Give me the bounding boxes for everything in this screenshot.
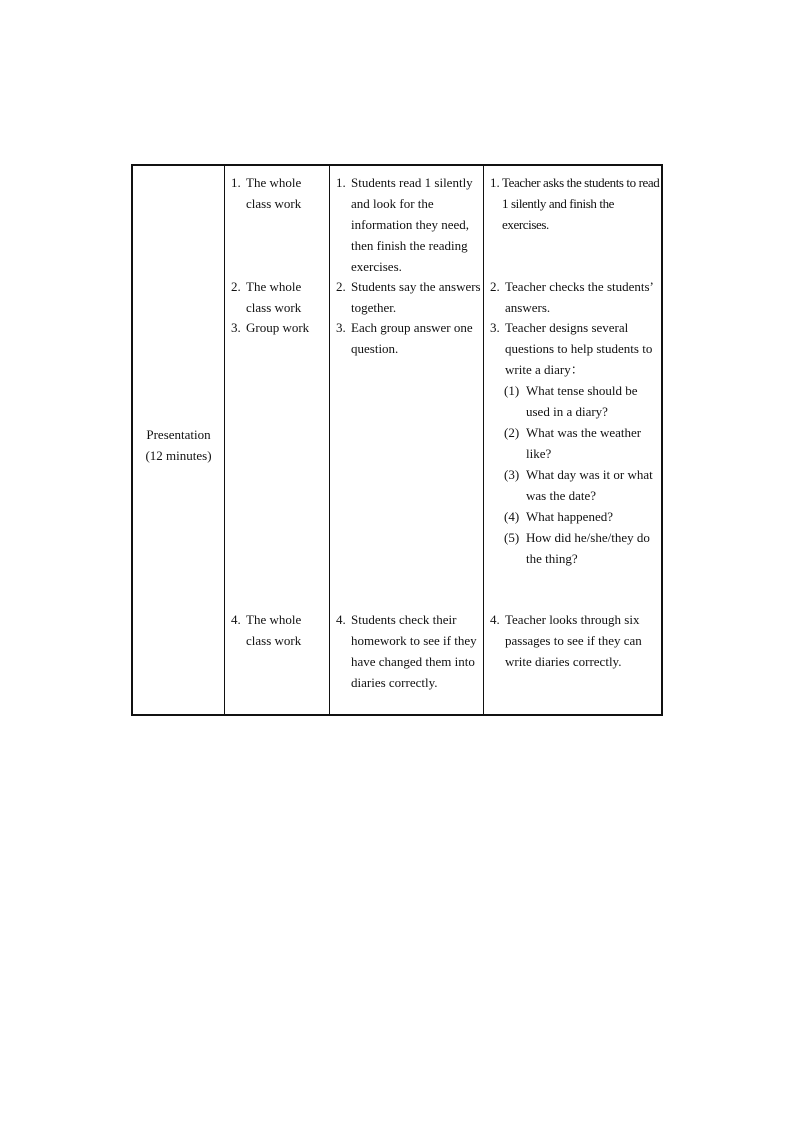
question-number: (1): [504, 383, 520, 398]
entry-text: The whole class work: [246, 279, 302, 315]
section-duration: (12 minutes): [145, 448, 212, 463]
teacher-activity-entry: [490, 609, 662, 672]
question-text: What was the weather like?: [526, 425, 642, 461]
entry-number: 2.: [490, 279, 500, 294]
entry-text: Teacher looks through six passages to see if they can write diaries correctly.: [505, 612, 642, 669]
question-number: (5): [504, 530, 520, 545]
student-activity-entry: [336, 172, 481, 277]
entry-number: 4.: [231, 612, 241, 627]
question-number: (3): [504, 467, 520, 482]
entry-text: Teacher designs several questions to help students to write a diary：: [505, 320, 653, 377]
entry-number: 3.: [231, 320, 241, 335]
work-mode-entry: [231, 317, 327, 338]
entry-text: Students say the answers together.: [351, 279, 481, 315]
entry-number: 4.: [336, 612, 346, 627]
entry-number: 1.: [336, 175, 346, 190]
student-activity-entry: [336, 609, 481, 693]
teacher-activity-entry: [490, 172, 662, 235]
entry-number: 1.: [490, 175, 500, 190]
work-mode-entry: [231, 276, 327, 318]
entry-number: 4.: [490, 612, 500, 627]
student-activity-column: [329, 166, 483, 714]
student-activity-entry: [336, 317, 481, 359]
work-mode-entry: [231, 172, 327, 214]
teacher-activity-entry: [490, 276, 662, 318]
entry-number: 2.: [336, 279, 346, 294]
work-mode-entry: [231, 609, 327, 651]
diary-question: [504, 464, 662, 506]
work-mode-column: [224, 166, 329, 714]
entry-text: Group work: [246, 320, 310, 335]
entry-number: 3.: [336, 320, 346, 335]
question-text: What happened?: [526, 509, 613, 524]
entry-number: 2.: [231, 279, 241, 294]
question-text: How did he/she/they do the thing?: [526, 530, 650, 566]
diary-question: [504, 422, 662, 464]
lesson-plan-table: [131, 164, 663, 716]
entry-text: Teacher asks the students to read 1 silently and finish the exercises.: [502, 175, 660, 232]
section-label: [133, 424, 224, 466]
question-number: (4): [504, 509, 520, 524]
entry-text: Each group answer one question.: [351, 320, 473, 356]
entry-text: The whole class work: [246, 175, 302, 211]
teacher-activity-column: [483, 166, 661, 714]
question-number: (2): [504, 425, 520, 440]
section-column: [133, 166, 224, 714]
entry-text: The whole class work: [246, 612, 302, 648]
question-text: What day was it or what was the date?: [526, 467, 653, 503]
entry-number: 3.: [490, 320, 500, 335]
diary-question: [504, 506, 662, 527]
entry-text: Students check their homework to see if they have changed them into diaries correctly.: [351, 612, 477, 690]
diary-question: [504, 380, 662, 422]
entry-text: Teacher checks the students’ answers.: [505, 279, 653, 315]
diary-question: [504, 527, 662, 569]
diary-question-list: [504, 380, 662, 569]
student-activity-entry: [336, 276, 481, 318]
section-name: Presentation: [146, 427, 211, 442]
entry-text: Students read 1 silently and look for the information they need, then finish the reading exercises.: [351, 175, 473, 274]
question-text: What tense should be used in a diary?: [526, 383, 638, 419]
entry-number: 1.: [231, 175, 241, 190]
teacher-activity-entry: [490, 317, 662, 380]
